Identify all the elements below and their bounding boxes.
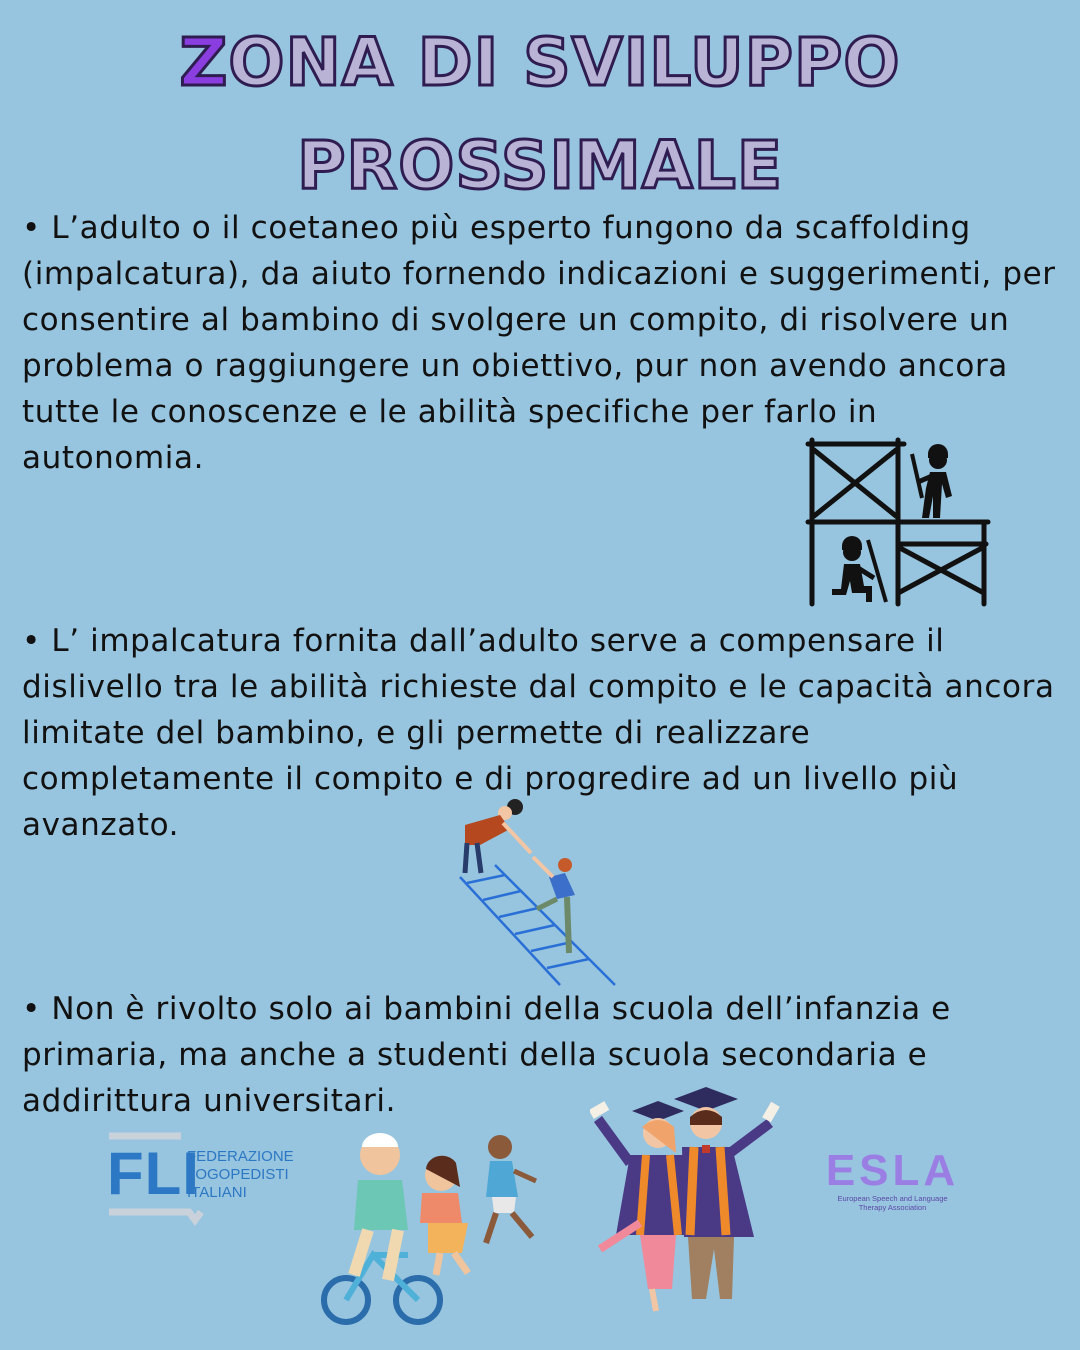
fli-mark-text: FLI [107,1140,200,1207]
paragraph-audience: • Non è rivolto solo ai bambini della scuola dell’infanzia e primaria, ma anche a studenti della scuola secondaria e addirittura universitari. [22,991,951,1119]
fli-name-line-2: LOGOPEDISTI [187,1166,289,1183]
esla-logo [825,1148,960,1218]
ladder-help-illustration [455,795,630,995]
fli-name-line-3: ITALIANI [187,1184,247,1201]
kids-bike-illustration [318,1125,553,1330]
paragraph-scaffolding: • L’adulto o il coetaneo più esperto fungono da scaffolding (impalcatura), da aiuto fornendo indicazioni e suggerimenti, per consentire al bambino di svolgere un compito, di risolvere un problema o raggiungere un obiettivo, pur non avendo ancora tutte le conoscenze e le abilità specifiche per farlo in autonomia. [22,210,1056,476]
fli-name-line-1: FEDERAZIONE [187,1148,294,1165]
page-title-line-1 [0,24,1080,101]
esla-mark-text: ESLA [825,1146,960,1195]
fli-logo [105,1132,294,1232]
scaffolding-icon [800,432,1000,612]
title-accent-letter: Z [179,24,229,101]
paragraph-compensation: • L’ impalcatura fornita dall’adulto serve a compensare il dislivello tra le abilità richieste dal compito e le capacità ancora limitate del bambino, e gli permette di realizzare completamente il compito e di progredire ad un livello più avanzato. [22,623,1055,843]
title-line-1-text: ONA DI SVILUPPO [228,24,901,101]
page-title-line-2: PROSSIMALE [297,127,783,204]
esla-name-line-2: Therapy Association [858,1203,927,1212]
graduates-illustration [590,1083,785,1318]
fli-name [187,1148,294,1202]
esla-name-line-1: European Speech and Language [837,1194,948,1203]
